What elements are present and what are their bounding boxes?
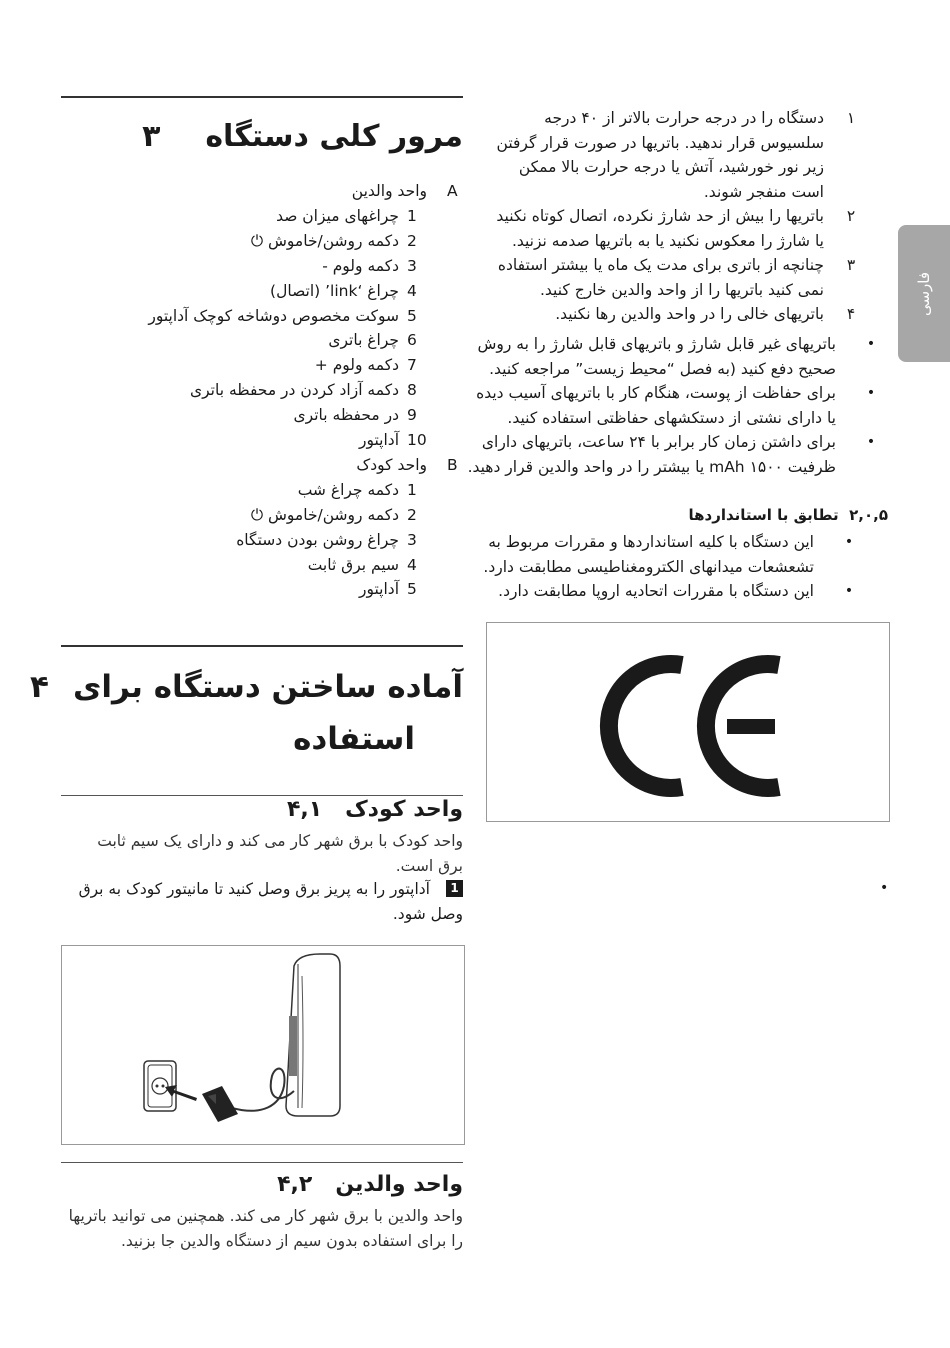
item-number: 4 [407, 555, 417, 574]
overview-item [190, 378, 463, 403]
baby-unit-step [73, 877, 463, 926]
item-number: 10 [407, 431, 427, 449]
list-item: • برای حفاظت از پوست، هنگام کار با باتریهای آسیب دیده یا دارای نشتی از دستکشهای حفاظتی استفاده کنید. [476, 384, 876, 427]
group-letter: A [447, 182, 458, 200]
group-label: واحد کودک [356, 455, 427, 474]
item-number: 8 [407, 381, 417, 400]
section-heading-prepare: آماده ساختن دستگاه برای۴ استفاده [30, 669, 463, 757]
battery-warnings [488, 106, 858, 327]
ce-mark-panel [486, 622, 890, 822]
overview-item [251, 503, 463, 528]
list-item: • این دستگاه با مقررات اتحادیه اروپا مطابقت دارد. [498, 582, 854, 600]
overview-item [251, 229, 463, 254]
item-number: 1 [407, 206, 417, 225]
adapter-plug-illustration [62, 946, 464, 1144]
parent-unit-text: واحد والدین با برق شهر کار می کند. همچنین می توانید باتریها را برای استفاده بدون سیم از دستگاه والدین جا بزنید. [68, 1207, 463, 1250]
list-item: ۱ دستگاه را در درجه حرارت بالاتر از ۴۰ درجه سلسیوس قرار ندهید. باتریها در صورت قرار گرفتن زیر نور خورشید، آتش یا درجه حرارت بالا ممکن است منفجر شوند. [496, 109, 856, 201]
item-number: 2 [407, 231, 417, 250]
item-number: 6 [407, 331, 417, 350]
step-number-badge: 1 [446, 880, 463, 897]
item-text: آداپتور [359, 580, 399, 599]
overview-item [322, 254, 463, 279]
section-heading-parent-unit: واحد والدین ۴,۲ [277, 1172, 463, 1197]
list-item: • برای داشتن زمان کار برابر با ۲۴ ساعت، باتریهای دارای ظرفیت ۱۵۰۰ mAh یا بیشتر را در واحد والدین قرار دهید. [467, 433, 876, 476]
list-item: ۳ چنانچه از باتری برای مدت یک ماه یا بیشتر استفاده نمی کنید باتریها را از واحد والدین خارج کنید. [497, 256, 856, 299]
overview-item [328, 328, 463, 353]
overview-group-label [356, 453, 463, 478]
item-number: 3 [407, 256, 417, 275]
item-text: چراغ روشن بودن دستگاه [236, 530, 399, 549]
overview-item [298, 478, 463, 503]
item-text: سوکت مخصوص دوشاخه کوچک آداپتور [148, 306, 399, 325]
section-heading-compliance: ۲,۰,۵ تطابق با استانداردها [688, 506, 888, 524]
overview-item [359, 428, 463, 453]
group-letter: B [447, 455, 458, 474]
item-number: 3 [407, 530, 417, 549]
item-text: چراغهای میزان صد [276, 206, 399, 225]
empty-bullet: • [880, 880, 889, 896]
subsection-divider [61, 795, 463, 796]
item-text: سیم برق ثابت [307, 555, 399, 574]
section-divider [61, 645, 463, 647]
item-text: آداپتور [359, 431, 399, 449]
overview-item [270, 279, 463, 304]
item-number: 7 [407, 356, 417, 375]
overview-item [308, 553, 463, 578]
list-item: ۲ باتریها را بیش از حد شارژ نکرده، اتصال کوتاه نکنید یا شارژ را معکوس نکنید یا به باتریها صدمه نزنید. [496, 207, 856, 250]
plug-illustration [61, 945, 465, 1145]
overview-group-label [352, 179, 463, 204]
list-item: • این دستگاه با کلیه استانداردها و مقررات مربوط به تشعشعات میدانهای الکترومغناطیسی مطابقت دارد. [483, 533, 854, 576]
item-text: چراغ ‘link’ (اتصال) [270, 281, 399, 300]
overview-item [236, 528, 463, 553]
item-text: دکمه ولوم + [314, 356, 399, 375]
overview-item [276, 204, 463, 229]
section-heading-baby-unit: واحد کودک ۴,۱ [286, 797, 463, 822]
item-text: دکمه آزاد کردن در محفظه باتری [189, 381, 399, 400]
list-item: • باتریهای غیر قابل شارژ و باتریهای قابل شارژ را به روش صحیح دفع کنید (به فصل “محیط زیست” مراجعه کنید. [477, 335, 876, 378]
list-item: ۴ باتریهای خالی را در واحد والدین رها نکنید. [555, 305, 856, 323]
overview-item [359, 577, 463, 602]
item-number: 1 [407, 480, 417, 499]
overview-item [294, 403, 463, 428]
language-tab-label: فارسی [915, 271, 933, 316]
section-divider [61, 96, 463, 98]
item-text: در محفظه باتری [293, 406, 399, 425]
group-label: واحد والدین [351, 182, 427, 200]
item-number: 4 [407, 281, 417, 300]
step-text: آداپتور را به پریز برق وصل کنید تا مانیتور کودک به برق وصل شود. [78, 880, 463, 923]
ce-mark-icon [487, 623, 889, 821]
item-number: 5 [407, 306, 417, 325]
language-tab [898, 225, 950, 362]
item-number: 5 [407, 580, 417, 599]
overview-item [315, 353, 463, 378]
item-text: دکمه ولوم - [322, 256, 399, 275]
item-text: دکمه روشن/خاموش ⏻ [250, 231, 399, 250]
item-number: 2 [407, 505, 417, 524]
battery-bullets [466, 332, 876, 479]
item-number: 9 [407, 406, 417, 425]
overview-item [148, 304, 463, 329]
subsection-divider [61, 1162, 463, 1163]
compliance-bullets [466, 530, 854, 604]
item-text: دکمه روشن/خاموش ⏻ [250, 505, 399, 524]
item-text: چراغ باتری [328, 331, 399, 350]
baby-unit-intro: واحد کودک با برق شهر کار می کند و دارای یک سیم ثابت برق است. [97, 832, 463, 875]
item-text: دکمه چراغ شب [297, 480, 399, 499]
section-heading-overview: مرور کلی دستگاه ۳ [142, 119, 463, 154]
